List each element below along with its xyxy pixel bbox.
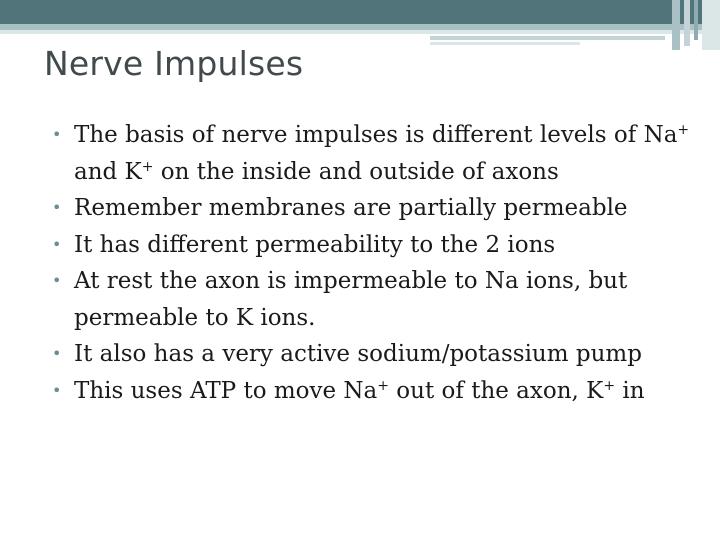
- bullet-item: [52, 117, 702, 190]
- slide-title: Nerve Impulses: [44, 44, 304, 83]
- bullet-text: The basis of nerve impulses is different levels of Na: [74, 122, 678, 148]
- bullet-marker: •: [52, 271, 62, 290]
- bullet-item: [52, 373, 702, 410]
- bullet-text: Remember membranes are partially permeable: [74, 195, 628, 221]
- bullet-text: This uses ATP to move Na: [74, 377, 378, 404]
- bullet-marker: •: [52, 234, 62, 254]
- bullet-item: [52, 190, 702, 227]
- superscript-charge: +: [603, 377, 616, 394]
- superscript-charge: +: [677, 122, 690, 138]
- bullet-text: on the inside and outside of axons: [153, 158, 559, 185]
- bullet-text: It also has a very active sodium/potassium pump: [74, 341, 642, 367]
- bullet-text: in: [615, 377, 645, 404]
- bullet-item: [52, 336, 702, 373]
- bullet-item: [52, 263, 702, 336]
- superscript-charge: +: [141, 158, 154, 175]
- bullet-text: out of the axon, K: [389, 377, 604, 404]
- bullet-marker: •: [52, 125, 62, 144]
- bullet-list: [52, 117, 702, 409]
- bullet-text: It has different permeability to the 2 ions: [74, 231, 556, 258]
- bullet-item: [52, 227, 702, 264]
- bullet-text: and K: [74, 158, 142, 185]
- bullet-marker: •: [52, 198, 62, 217]
- superscript-charge: +: [377, 377, 389, 394]
- bullet-marker: •: [52, 380, 62, 400]
- bullet-marker: •: [52, 344, 62, 363]
- bullet-text: At rest the axon is impermeable to Na ions, but permeable to K ions.: [74, 268, 628, 331]
